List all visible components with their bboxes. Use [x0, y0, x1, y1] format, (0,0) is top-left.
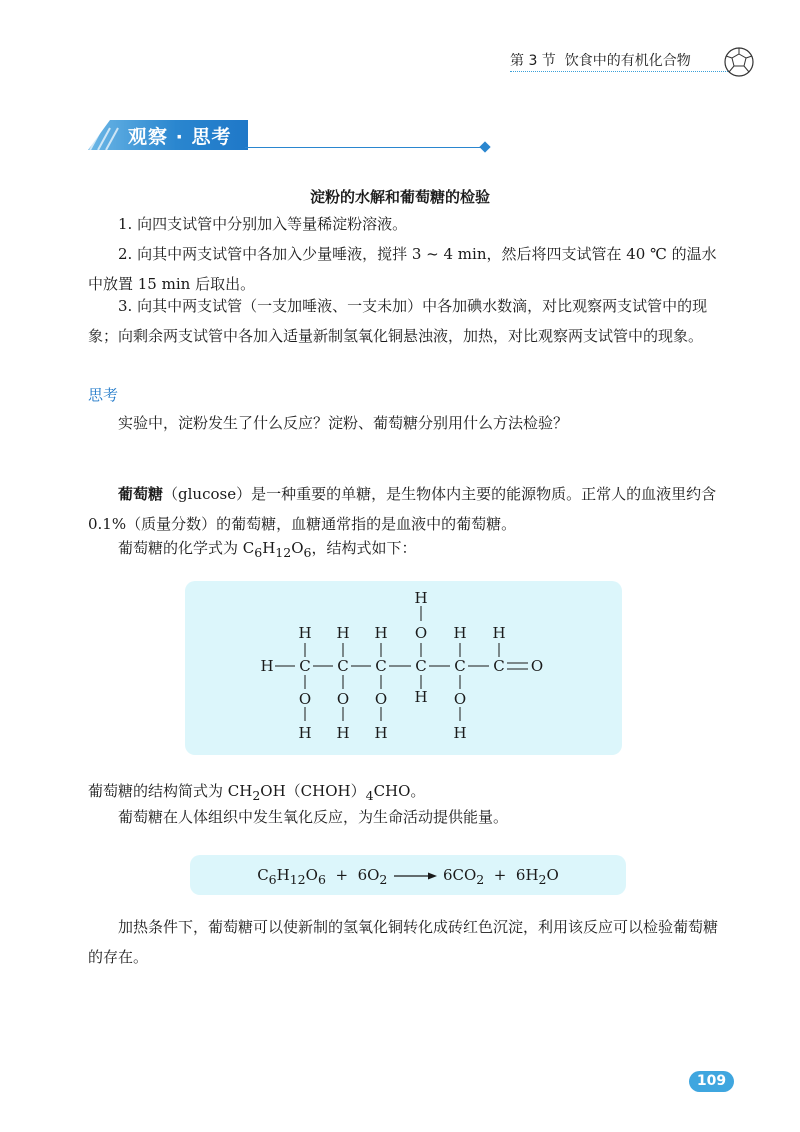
- atom-h: H: [453, 624, 467, 642]
- atom-h: H: [374, 724, 388, 742]
- atom-c: C: [415, 657, 427, 675]
- experiment-title: 淀粉的水解和葡萄糖的检验: [309, 188, 490, 206]
- condensed-formula-paragraph: 葡萄糖的结构简式为 $CH_2OH(CHOH)_4CHO$。: [88, 782, 426, 803]
- formula-paragraph: 葡萄糖的化学式为 $C_6H_{12}O_6$，结构式如下：: [118, 539, 417, 560]
- atom-o: O: [336, 690, 350, 708]
- atom-o: O: [298, 690, 312, 708]
- atom-h: H: [414, 688, 428, 706]
- banner-diamond: [479, 141, 490, 152]
- atom-h: H: [336, 724, 350, 742]
- atom-c: C: [337, 657, 349, 675]
- banner-stripes: [88, 120, 128, 150]
- banner-rule: [245, 147, 485, 148]
- oxidation-equation: $C_6H_{12}O_6 + 6O_2$ $6CO_2 + 6H_2O$: [257, 866, 559, 887]
- experiment-step-2: 2. 向其中两支试管中各加入少量唾液，搅拌 3 ~ 4 min，然后将四支试管在 40 ℃ 的温水中放置 15 min 后取出。: [88, 245, 717, 293]
- experiment-step-1: 1. 向四支试管中分别加入等量稀淀粉溶液。: [118, 215, 408, 233]
- banner-label: 观察 · 思考: [128, 126, 232, 148]
- atom-o: O: [374, 690, 388, 708]
- glucose-term: 葡萄糖: [118, 485, 164, 503]
- atom-c: C: [454, 657, 466, 675]
- atom-h: H: [453, 724, 467, 742]
- atom-c: C: [375, 657, 387, 675]
- reaction-arrow-icon: [392, 871, 438, 881]
- atom-o: O: [453, 690, 467, 708]
- atom-h: H: [374, 624, 388, 642]
- atom-h: H: [336, 624, 350, 642]
- atom-h: H: [260, 657, 274, 675]
- page-number: 109: [696, 1073, 727, 1089]
- oxidation-paragraph: 葡萄糖在人体组织中发生氧化反应，为生命活动提供能量。: [118, 808, 509, 826]
- think-question: 实验中，淀粉发生了什么反应？淀粉、葡萄糖分别用什么方法检验？: [118, 414, 569, 432]
- atom-c: C: [299, 657, 311, 675]
- atom-h: H: [298, 724, 312, 742]
- page-number-badge: [689, 1071, 734, 1092]
- atom-o: O: [530, 657, 544, 675]
- atom-h: H: [298, 624, 312, 642]
- running-header: [510, 50, 691, 70]
- experiment-step-3: 3. 向其中两支试管（一支加唾液、一支未加）中各加碘水数滴，对比观察两支试管中的现象；向剩余两支试管中各加入适量新制氢氧化铜悬浊液，加热，对比观察两支试管中的现象。: [88, 297, 708, 345]
- think-heading: 思考: [88, 386, 119, 404]
- atom-h: H: [492, 624, 506, 642]
- atom-h: H: [414, 589, 428, 607]
- header-divider: [510, 71, 730, 72]
- copper-hydroxide-paragraph: 加热条件下，葡萄糖可以使新制的氢氧化铜转化成砖红色沉淀，利用该反应可以检验葡萄糖的存在。: [88, 918, 719, 966]
- section-number: 第 3 节: [510, 53, 556, 69]
- glucose-structural-formula: [185, 581, 622, 755]
- glucose-intro-text: （glucose）是一种重要的单糖，是生物体内主要的能源物质。正常人的血液里约含 0.1%（质量分数）的葡萄糖，血糖通常指的是血液中的葡萄糖。: [88, 485, 717, 533]
- glucose-intro-paragraph: [88, 479, 728, 539]
- atom-o: O: [414, 624, 428, 642]
- fullerene-icon: [723, 46, 755, 78]
- section-title: 饮食中的有机化合物: [564, 53, 691, 69]
- atom-c: C: [493, 657, 505, 675]
